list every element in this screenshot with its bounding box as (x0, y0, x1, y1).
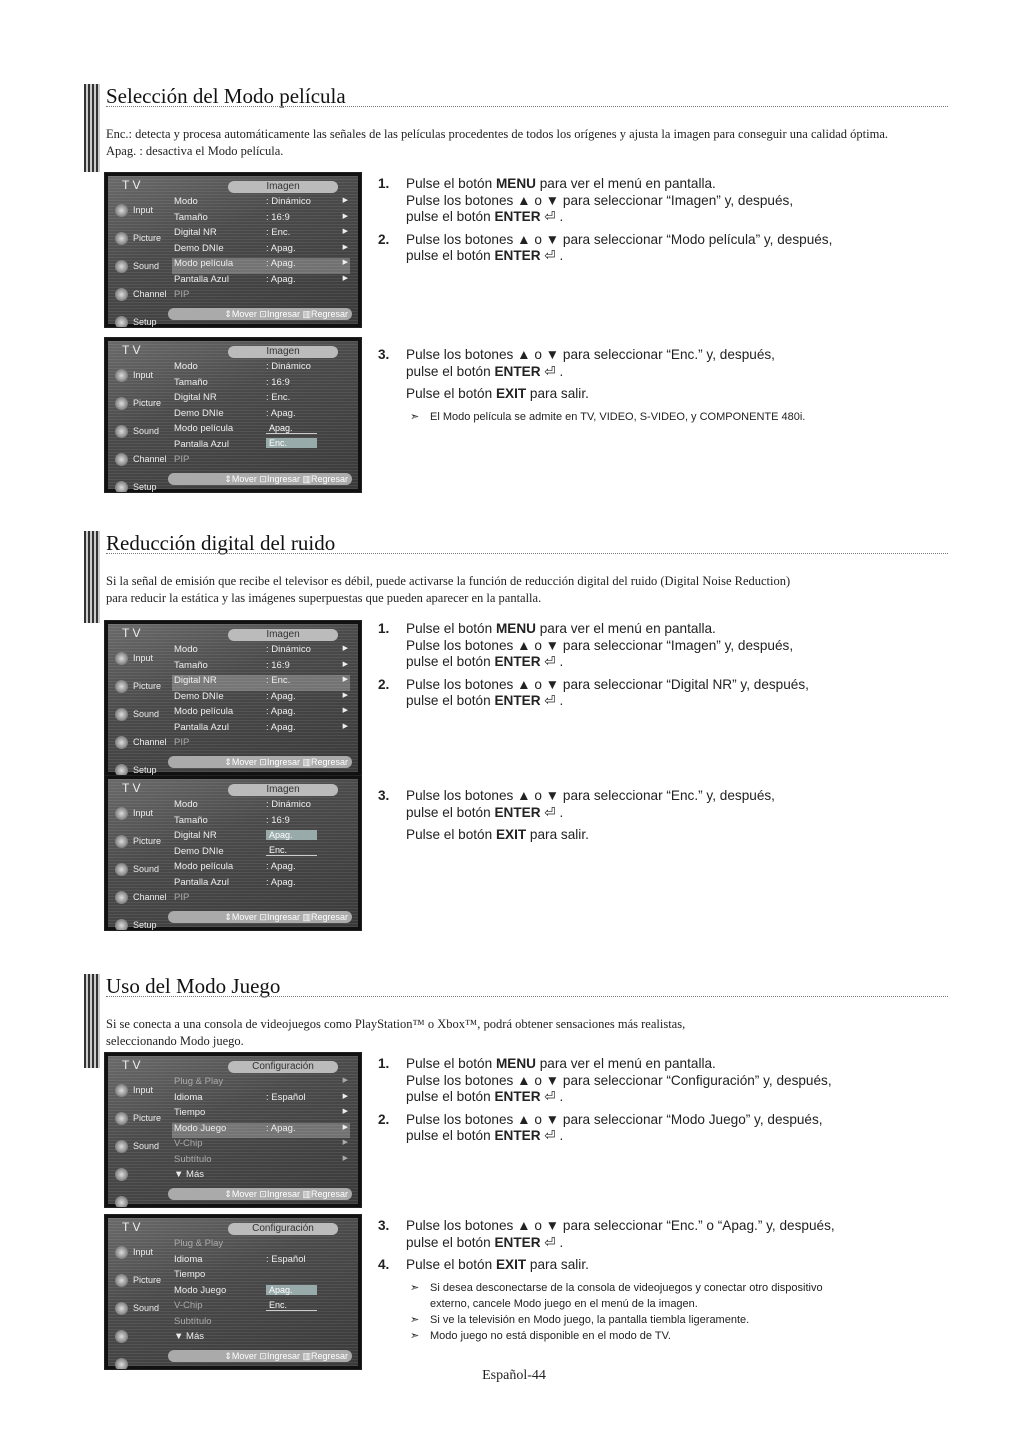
osd-input-icon: Input (111, 361, 167, 389)
osd-row: PIP (174, 737, 190, 748)
note: ➣ Si desea desconectarse de la consola de videojuegos y conectar otro dispositivo externo, cancele Modo juego en el menú de la imagen. (410, 1281, 823, 1310)
note-arrow-icon: ➣ (410, 410, 420, 423)
osd-picture-icon: Picture (111, 672, 167, 700)
osd-input-icon: Input (111, 644, 167, 672)
osd-sidebar (111, 1076, 167, 1208)
osd-row: ▼ Más (174, 1169, 204, 1180)
osd-row: Pantalla Azul : Apag. ▶ (174, 721, 348, 733)
osd-items (172, 799, 350, 908)
osd-row: Digital NR : Enc. ▶ (174, 227, 348, 238)
osd-items (172, 196, 350, 305)
osd-row: Idioma : Español (174, 1253, 306, 1265)
osd-input-icon: Input (111, 799, 167, 827)
note: ➣ El Modo película se admite en TV, VIDEO, S-VIDEO, y COMPONENTE 480i. (410, 410, 806, 423)
note-arrow-icon: ➣ (410, 1281, 420, 1294)
section-description: Enc.: detecta y procesa automáticamente las señales de las películas procedentes de todos los orígenes y ajusta la imagen para conseguir una calidad óptima. Apag. : desactiva el Modo película. (106, 127, 889, 158)
steps-s2-b (376, 788, 936, 844)
step-3: 3. Pulse los botones ▲ o ▼ para seleccionar “Enc.” o “Apag.” y, después, pulse el botón ENTER ⏎ . (378, 1218, 835, 1250)
osd-footer: ⇕Mover ⊡Ingresar ▥Regresar (168, 756, 352, 768)
osd-row: Tamaño : 16:9 (174, 376, 290, 388)
osd-items (172, 1238, 350, 1347)
osd-row: Pantalla Azul (174, 438, 229, 450)
osd-sidebar (111, 361, 167, 493)
osd-row: Idioma : Español ▶ (174, 1091, 348, 1103)
note: ➣ Modo juego no está disponible en el modo de TV. (410, 1329, 671, 1342)
section-description: Si se conecta a una consola de videojuegos como PlayStation™ o Xbox™, podrá obtener sensaciones más realistas, seleccionando Modo juego. (106, 1017, 686, 1048)
osd-picture-menu (104, 620, 362, 776)
osd-option-enc: Enc. (266, 845, 317, 856)
osd-menu-tab: Imagen (228, 346, 338, 358)
osd-row: Modo película : Apag. ▶ (174, 706, 348, 717)
note-arrow-icon: ➣ (410, 1313, 420, 1326)
osd-row: Tamaño : 16:9 ▶ (174, 659, 348, 671)
osd-channel-icon: Channel (111, 883, 167, 911)
title-rule (106, 996, 948, 997)
step-2: 2. Pulse los botones ▲ o ▼ para seleccionar “Digital NR” y, después, pulse el botón ENTER ⏎ . (378, 676, 809, 709)
osd-row: Digital NR : Enc. (174, 392, 291, 403)
osd-sidebar (111, 799, 167, 931)
osd-row: Tamaño : 16:9 ▶ (174, 211, 348, 223)
enter-icon: ⏎ . (540, 693, 564, 709)
osd-row-selected: Modo película (174, 423, 234, 434)
osd-setup-menu (104, 1052, 362, 1208)
osd-row: Demo DNIe : Apag. ▶ (174, 690, 348, 702)
osd-sound-icon: Sound (111, 1132, 167, 1160)
osd-sound-icon: Sound (111, 1294, 167, 1322)
osd-row: Tamaño : 16:9 (174, 814, 290, 826)
osd-option-enc: Enc. (266, 1300, 317, 1311)
osd-option-apag: Apag. (266, 423, 317, 434)
steps-s3-a (376, 1056, 936, 1151)
osd-sound-icon: Sound (111, 855, 167, 883)
osd-channel-icon: Channel (111, 280, 167, 308)
osd-setup-submenu (104, 1214, 362, 1370)
osd-channel-icon: Channel (111, 445, 167, 473)
enter-icon: ⏎ . (540, 209, 564, 225)
osd-row: V-Chip ▶ (174, 1138, 348, 1149)
osd-menu-tab: Configuración (228, 1223, 338, 1235)
section-title: Selección del Modo película (106, 84, 346, 108)
osd-input-icon: Input (111, 1238, 167, 1266)
osd-channel-icon: Channel (111, 728, 167, 756)
osd-picture-menu (104, 172, 362, 328)
osd-footer: ⇕Mover ⊡Ingresar ▥Regresar (168, 911, 352, 923)
osd-sound-icon: Sound (111, 417, 167, 445)
osd-option-apag: Apag. (266, 1285, 317, 1295)
osd-channel-icon (111, 1160, 167, 1188)
osd-row-selected: Modo película : Apag. ▶ (172, 258, 350, 274)
osd-row: Modo : Dinámico (174, 799, 311, 810)
step-1: 1. Pulse el botón MENU para ver el menú en pantalla. Pulse los botones ▲ o ▼ para seleccionar “Imagen” y, después, pulse el botón ENTER ⏎ . (378, 176, 794, 225)
title-rule (106, 106, 948, 107)
osd-row: PIP (174, 892, 190, 903)
enter-icon: ⏎ . (540, 1234, 564, 1250)
osd-row-selected: Modo Juego (174, 1284, 227, 1296)
osd-row-selected: Modo Juego : Apag. ▶ (172, 1123, 350, 1139)
section-title: Reducción digital del ruido (106, 531, 336, 555)
osd-option-apag: Apag. (266, 830, 317, 840)
osd-picture-icon: Picture (111, 827, 167, 855)
osd-footer: ⇕Mover ⊡Ingresar ▥Regresar (168, 1188, 352, 1200)
osd-picture-icon: Picture (111, 1104, 167, 1132)
osd-items (172, 1076, 350, 1185)
osd-tv-label: T V (122, 626, 141, 640)
page-number: Español-44 (482, 1368, 546, 1383)
osd-sidebar (111, 1238, 167, 1370)
enter-icon: ⏎ . (540, 248, 564, 264)
step-1: 1. Pulse el botón MENU para ver el menú en pantalla. Pulse los botones ▲ o ▼ para seleccionar “Imagen” y, después, pulse el botón ENTER ⏎ . (378, 621, 794, 670)
osd-row: Modo : Dinámico ▶ (174, 644, 348, 655)
steps-s1-a (376, 176, 936, 271)
step-4: 4. Pulse el botón EXIT para salir. (378, 1257, 589, 1273)
osd-row: Demo DNIe : Apag. (174, 407, 296, 419)
osd-row: Tiempo (174, 1269, 206, 1280)
osd-sidebar (111, 644, 167, 776)
osd-row-selected: Digital NR (174, 830, 217, 841)
step-2: 2. Pulse los botones ▲ o ▼ para seleccionar “Modo Juego” y, después, pulse el botón ENTER ⏎ . (378, 1111, 823, 1144)
osd-picture-submenu (104, 775, 362, 931)
enter-icon: ⏎ . (540, 363, 564, 379)
section-marker (84, 531, 100, 623)
osd-setup-icon: Setup (111, 911, 167, 931)
section-reduccion-ruido (84, 531, 948, 631)
osd-row: Pantalla Azul : Apag. (174, 876, 296, 888)
osd-row: Pantalla Azul : Apag. ▶ (174, 273, 348, 285)
osd-row: PIP (174, 454, 190, 465)
osd-sidebar (111, 196, 167, 328)
osd-row: Subtítulo ▶ (174, 1153, 348, 1165)
osd-row: PIP (174, 289, 190, 300)
osd-items (172, 361, 350, 470)
osd-picture-icon: Picture (111, 1266, 167, 1294)
osd-picture-icon: Picture (111, 224, 167, 252)
osd-footer: ⇕Mover ⊡Ingresar ▥Regresar (168, 1350, 352, 1362)
steps-s2-a (376, 621, 936, 716)
enter-icon: ⏎ . (540, 1089, 564, 1105)
enter-icon: ⏎ . (540, 804, 564, 820)
osd-row-selected: Digital NR : Enc. ▶ (172, 675, 350, 691)
osd-setup-icon (111, 1350, 167, 1370)
osd-row: ▼ Más (174, 1331, 204, 1342)
enter-icon: ⏎ . (540, 654, 564, 670)
osd-row: Demo DNIe : Apag. ▶ (174, 242, 348, 254)
osd-picture-icon: Picture (111, 389, 167, 417)
exit-instruction: Pulse el botón EXIT para salir. (406, 386, 589, 402)
section-marker (84, 974, 100, 1068)
step-3: 3. Pulse los botones ▲ o ▼ para seleccionar “Enc.” y, después, pulse el botón ENTER ⏎ . (378, 788, 775, 820)
osd-option-enc: Enc. (266, 438, 317, 448)
osd-items (172, 644, 350, 753)
osd-row: Modo : Dinámico (174, 361, 311, 372)
osd-menu-tab: Imagen (228, 784, 338, 796)
osd-row: Modo : Dinámico ▶ (174, 196, 348, 207)
osd-tv-label: T V (122, 1058, 141, 1072)
osd-row: Plug & Play (174, 1238, 224, 1249)
osd-menu-tab: Configuración (228, 1061, 338, 1073)
steps-s1-b (376, 347, 936, 425)
enter-icon: ⏎ . (540, 1128, 564, 1144)
osd-tv-label: T V (122, 781, 141, 795)
osd-row: Demo DNIe (174, 845, 224, 857)
osd-tv-label: T V (122, 178, 141, 192)
osd-setup-icon: Setup (111, 473, 167, 493)
osd-sound-icon: Sound (111, 700, 167, 728)
osd-setup-icon: Setup (111, 308, 167, 328)
osd-row: V-Chip (174, 1300, 203, 1311)
osd-menu-tab: Imagen (228, 181, 338, 193)
osd-picture-submenu (104, 337, 362, 493)
osd-setup-icon: Setup (111, 756, 167, 776)
steps-s3-b (376, 1218, 936, 1344)
section-description: Si la señal de emisión que recibe el televisor es débil, puede activarse la función de reducción digital del ruido (Digital Noise Reduction) para reducir la estática y las imágenes superpuestas que pueden aparecer en la pantalla. (106, 574, 791, 605)
osd-tv-label: T V (122, 1220, 141, 1234)
osd-input-icon: Input (111, 1076, 167, 1104)
osd-setup-icon (111, 1188, 167, 1208)
osd-row: Tiempo ▶ (174, 1107, 348, 1118)
title-rule (106, 553, 948, 554)
osd-row: Plug & Play ▶ (174, 1076, 348, 1087)
section-title: Uso del Modo Juego (106, 974, 281, 998)
step-1: 1. Pulse el botón MENU para ver el menú en pantalla. Pulse los botones ▲ o ▼ para seleccionar “Configuración” y, después, pulse el botón ENTER ⏎ . (378, 1056, 832, 1105)
step-2: 2. Pulse los botones ▲ o ▼ para seleccionar “Modo película” y, después, pulse el botón ENTER ⏎ . (378, 231, 833, 264)
osd-menu-tab: Imagen (228, 629, 338, 641)
osd-footer: ⇕Mover ⊡Ingresar ▥Regresar (168, 473, 352, 485)
osd-tv-label: T V (122, 343, 141, 357)
osd-input-icon: Input (111, 196, 167, 224)
osd-row: Modo película : Apag. (174, 861, 296, 872)
osd-sound-icon: Sound (111, 252, 167, 280)
osd-footer: ⇕Mover ⊡Ingresar ▥Regresar (168, 308, 352, 320)
note-arrow-icon: ➣ (410, 1329, 420, 1342)
osd-channel-icon (111, 1322, 167, 1350)
note: ➣ Si ve la televisión en Modo juego, la pantalla tiembla ligeramente. (410, 1313, 750, 1326)
section-marker (84, 84, 100, 172)
step-3: 3. Pulse los botones ▲ o ▼ para seleccionar “Enc.” y, después, pulse el botón ENTER ⏎ . (378, 347, 775, 379)
osd-row: Subtítulo (174, 1315, 212, 1327)
exit-instruction: Pulse el botón EXIT para salir. (406, 827, 589, 843)
